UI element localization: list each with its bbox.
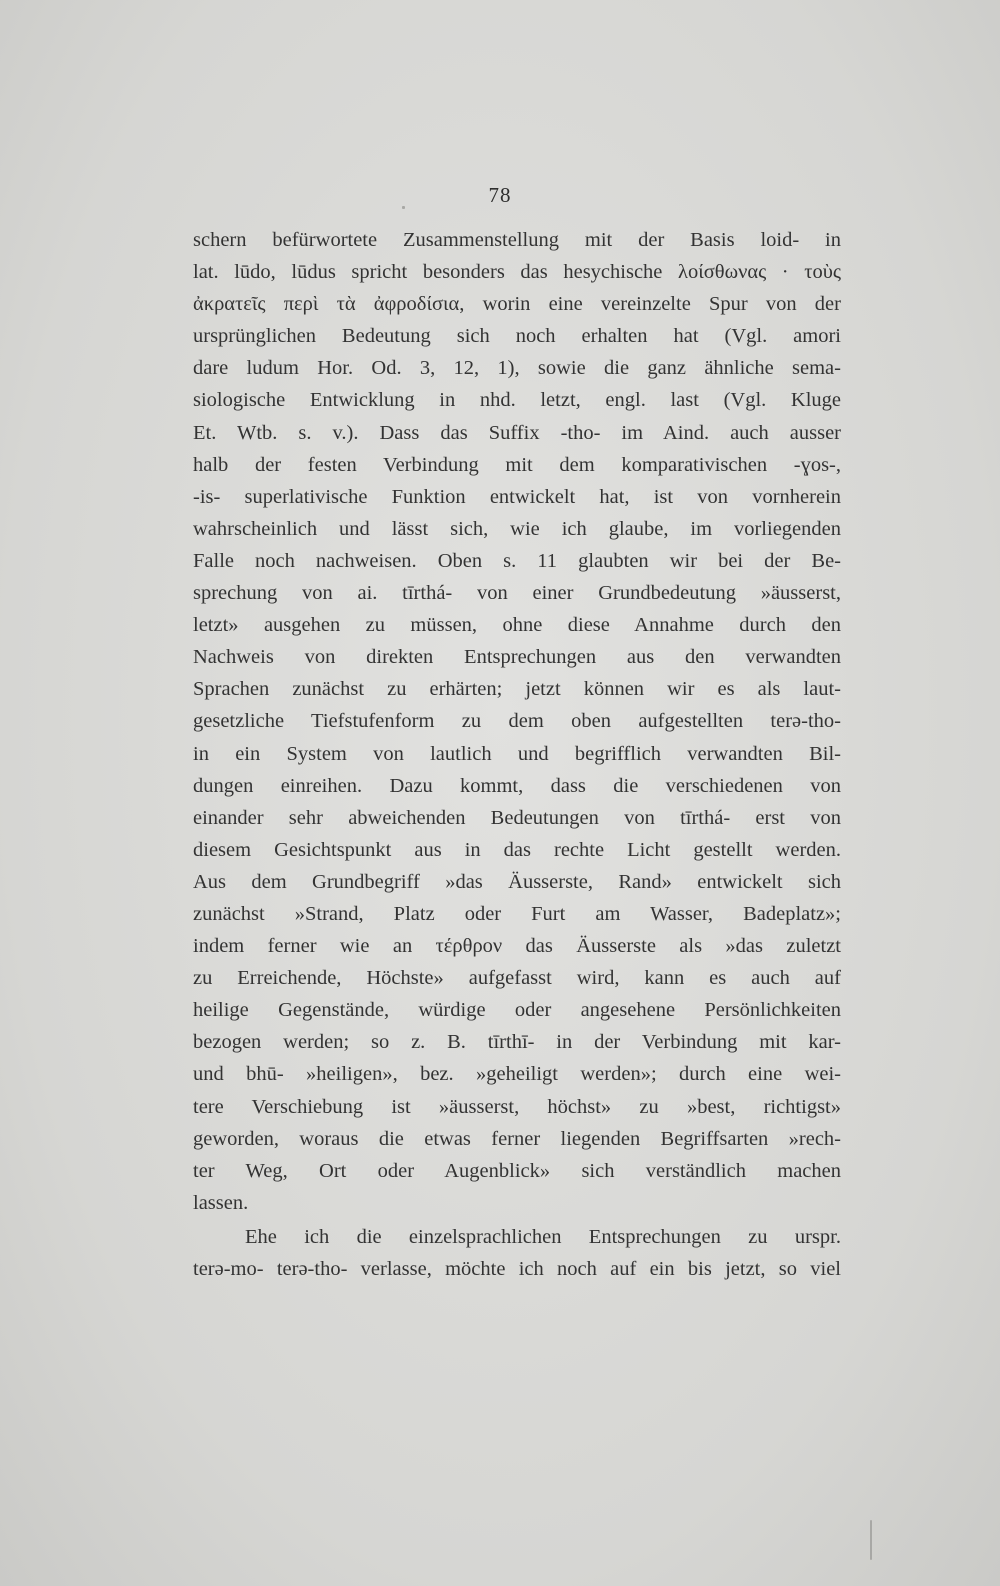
- text-line: dungen einreihen. Dazu kommt, dass die verschiedenen von: [193, 774, 841, 797]
- text-line: indem ferner wie an τέρθρον das Äusserste als »das zuletzt: [193, 935, 841, 958]
- text-line: siologische Entwicklung in nhd. letzt, engl. last (Vgl. Kluge: [193, 389, 841, 412]
- text-line: lassen.: [193, 1191, 249, 1214]
- text-line: ἀκρατεῖς περὶ τὰ ἀφροδίσια, worin eine vereinzelte Spur von der: [193, 293, 841, 316]
- text-line: wahrscheinlich und lässt sich, wie ich glaube, im vorliegenden: [193, 517, 841, 540]
- text-line: zu Erreichende, Höchste» aufgefasst wird, kann es auch auf: [193, 967, 841, 990]
- text-line: letzt» ausgehen zu müssen, ohne diese Annahme durch den: [193, 614, 841, 637]
- text-line: Aus dem Grundbegriff »das Äusserste, Rand» entwickelt sich: [193, 870, 841, 893]
- text-line: Et. Wtb. s. v.). Dass das Suffix -tho- im Aind. auch ausser: [193, 421, 841, 444]
- text-line: heilige Gegenstände, würdige oder angesehene Persönlichkeiten: [193, 999, 841, 1022]
- paragraph-2: [193, 1221, 841, 1285]
- text-line: halb der festen Verbindung mit dem komparativischen -ɣos-,: [193, 453, 841, 476]
- text-line: Nachweis von direkten Entsprechungen aus den verwandten: [193, 646, 841, 669]
- text-line: in ein System von lautlich und begrifflich verwandten Bil-: [193, 742, 841, 765]
- text-line: ursprünglichen Bedeutung sich noch erhalten hat (Vgl. amori: [193, 325, 841, 348]
- paper-speck: [402, 206, 405, 209]
- paragraph-1: [193, 224, 841, 1219]
- text-line: schern befürwortete Zusammenstellung mit der Basis loid- in: [193, 229, 841, 251]
- text-line: gesetzliche Tiefstufenform zu dem oben aufgestellten terə-tho-: [193, 710, 841, 733]
- text-line: bezogen werden; so z. B. tīrthī- in der Verbindung mit kar-: [193, 1031, 841, 1054]
- text-line: Ehe ich die einzelsprachlichen Entsprechungen zu urspr.: [245, 1225, 841, 1248]
- text-line: Falle noch nachweisen. Oben s. 11 glaubten wir bei der Be-: [193, 549, 841, 572]
- text-line: geworden, woraus die etwas ferner liegenden Begriffsarten »rech-: [193, 1127, 841, 1150]
- text-line: sprechung von ai. tīrthá- von einer Grundbedeutung »äusserst,: [193, 582, 841, 605]
- text-line: lat. lūdo, lūdus spricht besonders das hesychische λοίσθωνας · τοὺς: [193, 261, 841, 284]
- text-line: Sprachen zunächst zu erhärten; jetzt können wir es als laut-: [193, 678, 841, 701]
- paper-speck: [870, 1520, 872, 1560]
- text-line: -is- superlativische Funktion entwickelt hat, ist von vornherein: [193, 485, 841, 508]
- text-line: ter Weg, Ort oder Augenblick» sich verständlich machen: [193, 1159, 841, 1182]
- text-line: zunächst »Strand, Platz oder Furt am Wasser, Badeplatz»;: [193, 902, 841, 925]
- body-text: [193, 224, 841, 1285]
- page-number: 78: [488, 183, 512, 207]
- text-line: diesem Gesichtspunkt aus in das rechte Licht gestellt werden.: [193, 838, 841, 861]
- text-line: tere Verschiebung ist »äusserst, höchst» zu »best, richtigst»: [193, 1095, 841, 1118]
- text-line: terə-mo- terə-tho- verlasse, möchte ich noch auf ein bis jetzt, so viel: [193, 1258, 841, 1280]
- text-line: einander sehr abweichenden Bedeutungen von tīrthá- erst von: [193, 806, 841, 829]
- text-line: und bhū- »heiligen», bez. »geheiligt werden»; durch eine wei-: [193, 1063, 841, 1086]
- text-line: dare ludum Hor. Od. 3, 12, 1), sowie die ganz ähnliche sema-: [193, 357, 841, 380]
